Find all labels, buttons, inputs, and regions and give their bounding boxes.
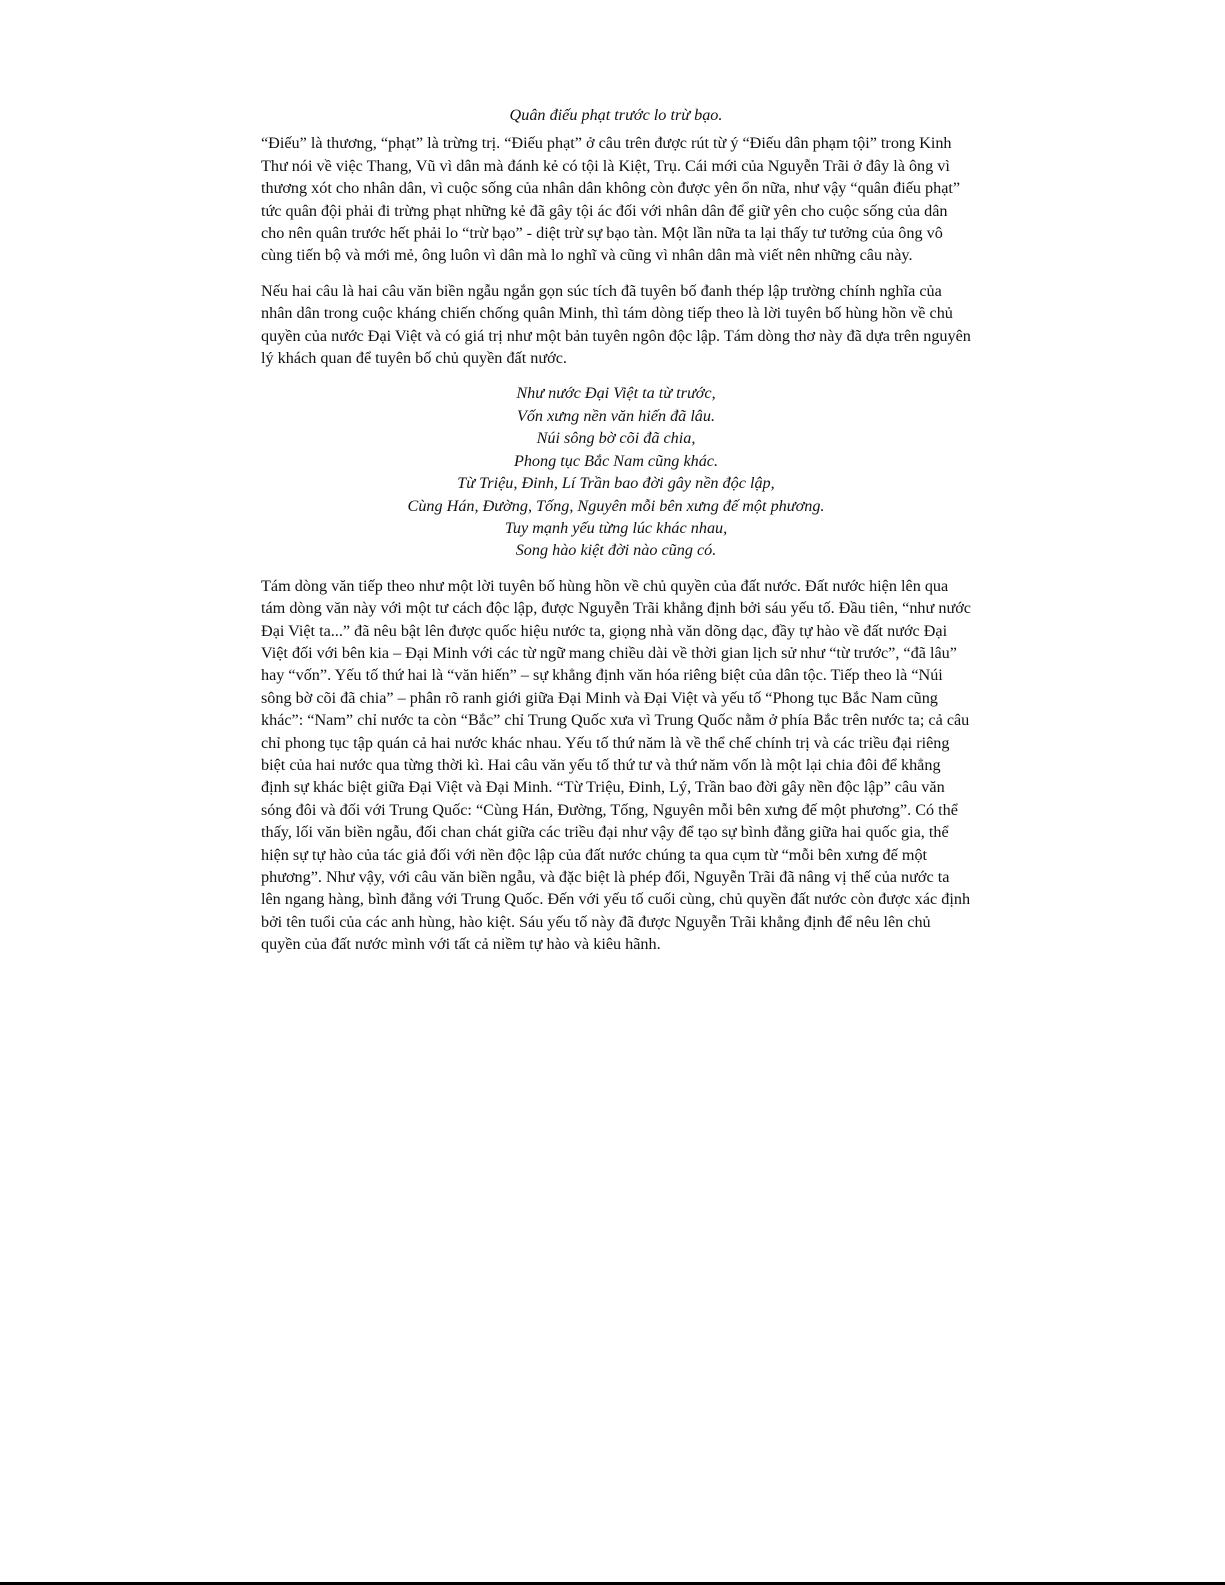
poem-line: Núi sông bờ cõi đã chia, xyxy=(536,429,696,448)
poem-line: Phong tục Bắc Nam cũng khác. xyxy=(513,451,719,470)
opening-verse-line: Quân điếu phạt trước lo trừ bạo. xyxy=(509,106,723,124)
poem-block xyxy=(261,382,971,561)
paragraph-analysis: Tám dòng văn tiếp theo như một lời tuyên bố hùng hồn về chủ quyền của đất nước. Đất nước hiện lên qua tám dòng văn này với một tư cách độc lập, được Nguyễn Trãi khẳng định bởi sáu yếu tố. Đầu tiên, “như nước Đại Việt ta...” đã nêu bật lên được quốc hiệu nước ta, giọng nhà văn dõng dạc, đầy tự hào về đất nước Đại Việt đối với bên kia – Đại Minh với các từ ngữ mang chiều dài về thời gian lịch sử như “từ trước”, “đã lâu” hay “vốn”. Yếu tố thứ hai là “văn hiến” – sự khẳng định văn hóa riêng biệt của dân tộc. Tiếp theo là “Núi sông bờ cõi đã chia” – phân rõ ranh giới giữa Đại Minh và Đại Việt và yếu tố “Phong tục Bắc Nam cũng khác”: “Nam” chỉ nước ta còn “Bắc” chỉ Trung Quốc xưa vì Trung Quốc nằm ở phía Bắc trên nước ta; cả câu chỉ phong tục tập quán cả hai nước khác nhau. Yếu tố thứ năm là về thể chế chính trị và các triều đại riêng biệt của hai nước qua từng thời kì. Hai câu văn yếu tố thứ tư và thứ năm vốn là một lại chia đôi để khẳng định sự khác biệt giữa Đại Việt và Đại Minh. “Từ Triệu, Đinh, Lý, Trần bao đời gây nền độc lập” câu văn sóng đôi và đối với Trung Quốc: “Cùng Hán, Đường, Tống, Nguyên mỗi bên xưng đế một phương”. Có thể thấy, lối văn biền ngẫu, đối chan chát giữa các triều đại như vậy để tạo sự bình đẳng giữa hai quốc gia, thể hiện sự tự hào của tác giả đối với nền độc lập của đất nước chúng ta qua cụm từ “mỗi bên xưng đế một phương”. Như vậy, với câu văn biền ngẫu, và đặc biệt là phép đối, Nguyễn Trãi đã nâng vị thế của nước ta lên ngang hàng, bình đẳng với Trung Quốc. Đến với yếu tố cuối cùng, chủ quyền đất nước còn được xác định bởi tên tuổi của các anh hùng, hào kiệt. Sáu yếu tố này đã được Nguyễn Trãi khẳng định để nêu lên chủ quyền của đất nước mình với tất cả niềm tự hào và kiêu hãnh. xyxy=(261,576,971,954)
poem-line: Song hào kiệt đời nào cũng có. xyxy=(515,541,717,560)
poem-line: Cùng Hán, Đường, Tống, Nguyên mỗi bên xưng đế một phương. xyxy=(407,496,825,515)
poem-line: Tuy mạnh yếu từng lúc khác nhau, xyxy=(504,518,728,537)
document-page xyxy=(261,104,971,969)
paragraph-intro-poem: Nếu hai câu là hai câu văn biền ngẫu ngắn gọn súc tích đã tuyên bố đanh thép lập trường chính nghĩa của nhân dân trong cuộc kháng chiến chống quân Minh, thì tám dòng tiếp theo là lời tuyên bố hùng hồn về chủ quyền của nước Đại Việt và có giá trị như một bản tuyên ngôn độc lập. Tám dòng thơ này đã dựa trên nguyên lý khách quan để tuyên bố chủ quyền đất nước. xyxy=(261,281,971,368)
poem-line: Vốn xưng nền văn hiến đã lâu. xyxy=(516,406,716,425)
poem-line: Từ Triệu, Đinh, Lí Trần bao đời gây nền độc lập, xyxy=(457,474,775,493)
paragraph-dieu-phat: “Điếu” là thương, “phạt” là trừng trị. “Điếu phạt” ở câu trên được rút từ ý “Điếu dân phạm tội” trong Kinh Thư nói về việc Thang, Vũ vì dân mà đánh kẻ có tội là Kiệt, Trụ. Cái mới của Nguyễn Trãi ở đây là ông vì thương xót cho nhân dân, vì cuộc sống của nhân dân không còn được yên ổn nữa, như vậy “quân điếu phạt” tức quân đội phải đi trừng phạt những kẻ đã gây tội ác đối với nhân dân để giữ yên cho cuộc sống của dân cho nên quân trước hết phải lo “trừ bạo” - diệt trừ sự bạo tàn. Một lần nữa ta lại thấy tư tưởng của ông vô cùng tiến bộ và mới mẻ, ông luôn vì dân mà lo nghĩ và cũng vì nhân dân mà viết nên những câu này. xyxy=(261,134,961,265)
poem-line: Như nước Đại Việt ta từ trước, xyxy=(516,384,716,403)
